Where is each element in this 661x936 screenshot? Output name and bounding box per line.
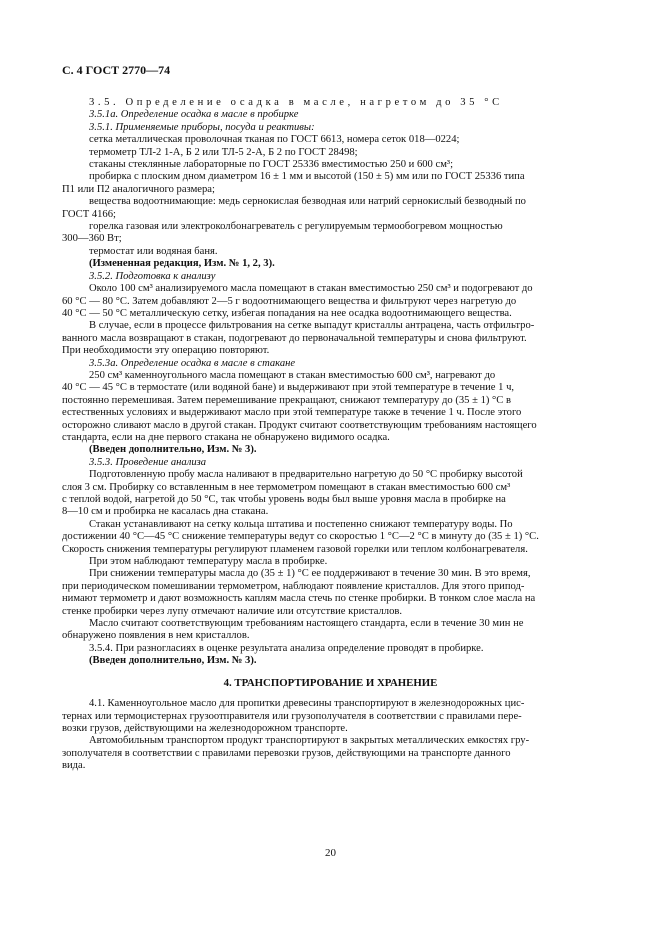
document-body [0, 97, 661, 773]
text-line: зополучателя в соответствии с правилами перевозки грузов, действующими на транспорте данного [62, 747, 511, 759]
amendment-note: (Введен дополнительно, Изм. № 3). [89, 444, 257, 456]
text-line: Подготовленную пробу масла наливают в предварительно нагретую до 50 °С пробирку высотой [89, 469, 523, 481]
text-line: Скорость снижения температуры регулируют пламенем газовой горелки или теплом колбонагревателя. [62, 543, 528, 555]
text-line: Автомобильным транспортом продукт транспортируют в закрытых металлических емкостях гру- [89, 735, 530, 747]
text-line: ГОСТ 4166; [62, 208, 116, 220]
page-number: 20 [325, 847, 336, 859]
text-line: осторожно сливают масло в другой стакан. Продукт считают соответствующим требованиям настоящего [62, 419, 537, 431]
section-title-4: 4. ТРАНСПОРТИРОВАНИЕ И ХРАНЕНИЕ [223, 676, 438, 689]
text-line: постоянно перемешивая. Затем перемешивание прекращают, снижают температуру до (35 ± 1) °С в [62, 394, 511, 406]
text-line: 40 °С — 50 °С металлическую сетку, избегая попадания на нее осадка водоотнимающего вещества. [62, 307, 512, 319]
subsection-title-3-5-1: 3.5.1. Применяемые приборы, посуда и реактивы: [89, 121, 315, 133]
text-line: 300—360 Вт; [62, 233, 122, 245]
text-line: нимают термометр и дают возможность каплям масла стечь по стенке пробирки. В тонком слое масла на [62, 593, 536, 605]
text-line: П1 или П2 аналогичного размера; [62, 183, 215, 195]
text-line: обнаружено появления в нем кристаллов. [62, 630, 250, 642]
text-line: при периодическом помешивании термометром, наблюдают появление кристаллов. Для этого припод- [62, 580, 525, 592]
text-line: Стакан устанавливают на сетку кольца штатива и постепенно снижают температуру воды. По [89, 518, 513, 530]
text-line: ванного масла возвращают в стакан, подогревают до первоначальной температуры и снова фильтруют. [62, 332, 527, 344]
text-line: слоя 3 см. Пробирку со вставленным в нее термометром помещают в стакан вместимостью 600 см³ [62, 481, 511, 493]
text-line: При необходимости эту операцию повторяют. [62, 345, 270, 357]
document-header: С. 4 ГОСТ 2770—74 [62, 63, 171, 77]
subsection-title-3-5-2: 3.5.2. Подготовка к анализу [89, 270, 216, 282]
text-line: тернах или термоцистернах грузоотправителя или грузополучателя в соответствии с правилами пере- [62, 710, 522, 722]
text-line: стаканы стеклянные лабораторные по ГОСТ 25336 вместимостью 250 и 600 см³; [89, 159, 454, 171]
text-line: При снижении температуры масла до (35 ± 1) °С ее поддерживают в течение 30 мин. В это время, [89, 568, 531, 580]
subsection-title-3-5: 3.5. Определение осадка в масле, нагретом до 35 °С [89, 97, 503, 108]
text-line: вида. [62, 760, 86, 772]
text-line: В случае, если в процессе фильтрования на сетке выпадут кристаллы антрацена, часть отфильтро- [89, 320, 535, 332]
text-line: стандарта, если на дне первого стакана не обнаружено видимого осадка. [62, 431, 390, 443]
text-line: Около 100 см³ анализируемого масла помещают в стакан вместимостью 250 см³ и подогревают до [89, 283, 533, 295]
text-line: термометр ТЛ-2 1-А, Б 2 или ТЛ-5 2-А, Б 2 по ГОСТ 28498; [89, 146, 358, 158]
text-line: пробирка с плоским дном диаметром 16 ± 1 мм и высотой (150 ± 5) мм или по ГОСТ 25336 типа [89, 171, 525, 183]
text-line: достижении 40 °С—45 °С снижение температуры ведут со скоростью 1 °С—2 °С в минуту до (35 ± 1) °С. [62, 531, 539, 543]
text-line: с теплой водой, нагретой до 50 °С, так чтобы уровень воды был выше уровня масла в пробирке на [62, 494, 506, 505]
text-line: 4.1. Каменноугольное масло для пропитки древесины транспортируют в железнодорожных цис- [89, 698, 525, 710]
text-line: При этом наблюдают температуру масла в пробирке. [89, 556, 328, 568]
subsection-title-3-5-3: 3.5.3. Проведение анализа [89, 456, 207, 468]
amendment-note: (Измененная редакция, Изм. № 1, 2, 3). [89, 258, 275, 270]
text-line: термостат или водяная баня. [89, 245, 218, 257]
text-line: 3.5.4. При разногласиях в оценке результата анализа определение проводят в пробирке. [89, 642, 484, 654]
amendment-note: (Введен дополнительно, Изм. № 3). [89, 655, 257, 667]
text-line: Масло считают соответствующим требованиям настоящего стандарта, если в течение 30 мин не [89, 618, 524, 630]
text-line: 250 см³ каменноугольного масла помещают в стакан вместимостью 600 см³, нагревают до [89, 369, 496, 381]
text-line: возки грузов, действующими на железнодорожном транспорте. [62, 722, 348, 734]
text-line: горелка газовая или электроколбонагреватель с регулируемым термообогревом мощностью [89, 221, 503, 233]
text-line: 8—10 см и пробирка не касалась дна стакана. [62, 506, 269, 518]
text-line: 60 °С — 80 °С. Затем добавляют 2—5 г водоотнимающего вещества и фильтруют через нагретую до [62, 295, 517, 307]
subsection-title-3-5-1a: 3.5.1а. Определение осадка в масле в пробирке [89, 109, 299, 121]
text-line: естественных условиях и выдерживают масло при этой температуре также в течение 1 ч. После этого [62, 407, 522, 419]
text-line: стенке пробирки через лупу отмечают наличие или отсутствие кристаллов. [62, 605, 403, 617]
text-line: вещества водоотнимающие: медь сернокислая безводная или натрий сернокислый безводный по [89, 196, 526, 208]
text-line: 40 °С — 45 °С в термостате (или водяной бане) и выдерживают при этой температуре в течение 1 ч, [62, 382, 515, 394]
subsection-title-3-5-3a: 3.5.3а. Определение осадка в масле в стакане [89, 357, 296, 369]
text-line: сетка металлическая проволочная тканая по ГОСТ 6613, номера сеток 018—0224; [89, 134, 460, 146]
